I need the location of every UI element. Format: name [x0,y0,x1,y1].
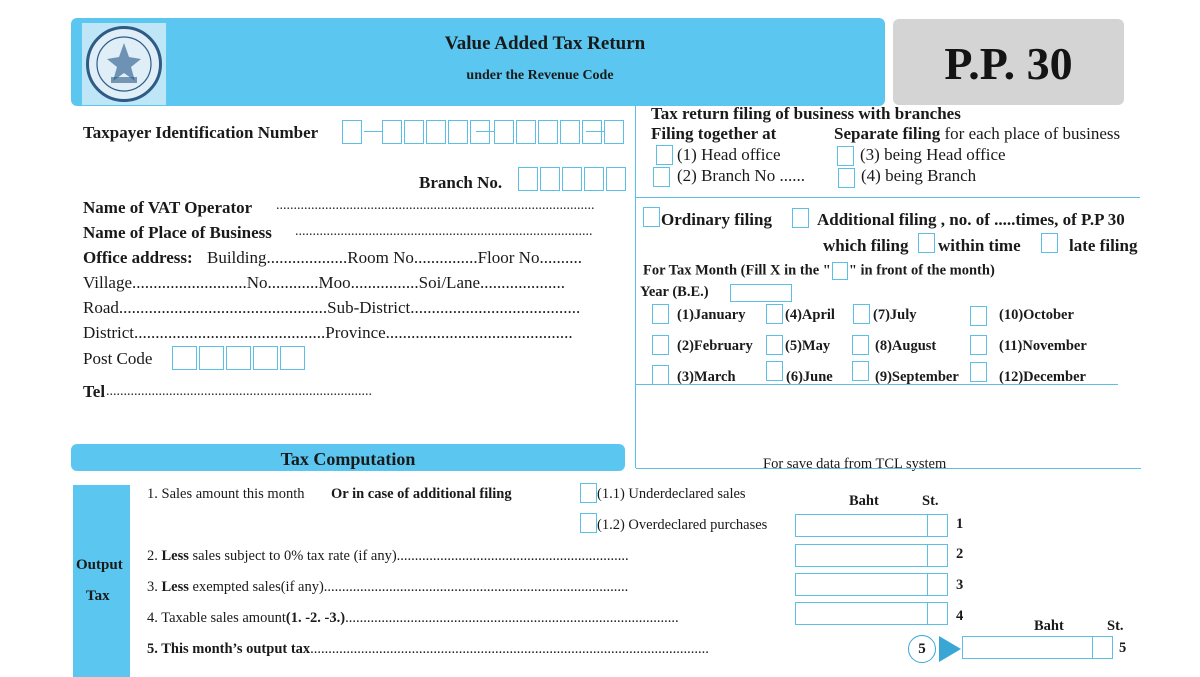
month-9-label: (9)September [875,369,959,385]
office-label: Office address: [83,248,193,267]
row1-number: 1 [956,516,964,532]
row1-label: 1. Sales amount this month [147,486,305,502]
operator-field[interactable]: ........................................................................................... [276,198,595,213]
additional-filing-checkbox[interactable] [792,208,809,228]
month-9-checkbox[interactable] [852,361,869,381]
being-branch-label: (4) being Branch [861,166,977,185]
month-5-label: (5)May [785,338,831,354]
row1-baht-input[interactable] [795,514,928,537]
row4-baht-input[interactable] [795,602,928,625]
late-filing-label: late filing [1069,236,1138,255]
row1-additional-label: Or in case of additional filing [331,486,512,502]
row3-st-input[interactable] [927,573,948,596]
st-header: St. [922,493,939,509]
month-11-label: (11)November [999,338,1087,354]
branches-title: Tax return filing of business with branches [651,104,961,123]
row5-number: 5 [1119,640,1127,656]
head-office-checkbox[interactable] [656,145,673,165]
baht-header-2: Baht [1034,618,1064,634]
month-1-label: (1)January [677,307,746,323]
month-12-label: (12)December [999,369,1086,385]
office-building-field[interactable]: Building...................Room No...............Floor No.......... [207,248,582,267]
branch-label: Branch No. [419,173,503,192]
st-header-2: St. [1107,618,1124,634]
row2-st-input[interactable] [927,544,948,567]
row3-baht-input[interactable] [795,573,928,596]
within-time-checkbox[interactable] [918,233,935,253]
month-11-checkbox[interactable] [970,335,987,355]
tel-label: Tel [83,382,106,401]
tax-label: Tax [86,588,110,604]
row5-st-input[interactable] [1092,636,1113,659]
month-10-label: (10)October [999,307,1074,323]
which-filing-label: which filing [823,236,909,255]
tel-field[interactable]: ............................................................................ [106,384,372,399]
tax-computation-title: Tax Computation [71,444,625,471]
additional-filing-label: Additional filing , no. of .....times, of P.P 30 [817,210,1125,229]
year-input[interactable] [730,284,792,302]
right-bottom-line [636,468,1141,469]
row4-label: 4. Taxable sales amount(1. -2. -3.)............................................................................................ [147,610,679,626]
branch-checkbox[interactable] [653,167,670,187]
row2-label: 2. Less sales subject to 0% tax rate (if any)................................................................ [147,548,629,564]
form-code: P.P. 30 [893,19,1124,105]
underdeclared-checkbox[interactable] [580,483,597,503]
month-10-checkbox[interactable] [970,306,987,326]
ordinary-filing-label: Ordinary filing [661,210,772,229]
month-1-checkbox[interactable] [652,304,669,324]
month-7-label: (7)July [873,307,917,323]
row3-label: 3. Less exempted sales(if any).................................................................................... [147,579,629,595]
filing-together-label: Filing together at [651,124,777,143]
months-divider [636,384,1118,385]
row5-baht-input[interactable] [962,636,1093,659]
head-office-label: (1) Head office [677,145,781,164]
branch-input[interactable] [518,167,628,191]
road-field[interactable]: Road.................................................Sub-District........................................ [83,298,581,317]
operator-label: Name of VAT Operator [83,198,253,217]
row3-number: 3 [956,577,964,593]
form-title: Value Added Tax Return [444,33,646,54]
month-6-label: (6)June [786,369,833,385]
row4-st-input[interactable] [927,602,948,625]
branch-no-label: (2) Branch No ...... [677,166,805,185]
being-head-office-label: (3) being Head office [860,145,1006,164]
month-4-checkbox[interactable] [766,304,783,324]
row5-circle-number: 5 [908,635,936,663]
header-banner [71,18,885,106]
overdeclared-label: (1.2) Overdeclared purchases [597,517,768,533]
month-3-label: (3)March [677,369,736,385]
month-2-label: (2)February [677,338,753,354]
output-label: Output [76,557,123,573]
month-2-checkbox[interactable] [652,335,669,355]
month-5-checkbox[interactable] [766,335,783,355]
underdeclared-label: (1.1) Underdeclared sales [597,486,746,502]
postcode-input[interactable] [172,346,307,370]
late-filing-checkbox[interactable] [1041,233,1058,253]
month-6-checkbox[interactable] [766,361,783,381]
month-12-checkbox[interactable] [970,362,987,382]
revenue-department-logo [82,23,166,105]
being-branch-checkbox[interactable] [838,168,855,188]
month-7-checkbox[interactable] [853,304,870,324]
village-field[interactable]: Village...........................No............Moo................Soi/Lane.................... [83,273,566,292]
postcode-label: Post Code [83,349,153,368]
output-tax-sidebar [73,485,130,677]
row2-baht-input[interactable] [795,544,928,567]
baht-header: Baht [849,493,879,509]
month-3-checkbox[interactable] [652,365,669,385]
place-label: Name of Place of Business [83,223,272,242]
tax-month-instruction: For Tax Month (Fill X in the " " in front of the month) [643,262,995,279]
month-8-checkbox[interactable] [852,335,869,355]
row5-label: 5. This month’s output tax.............................................................................................................. [147,641,709,657]
within-time-label: within time [938,236,1021,255]
tcl-note: For save data from TCL system [763,456,947,472]
month-4-label: (4)April [785,307,835,323]
district-field[interactable]: District.............................................Province............................................ [83,323,573,342]
row1-st-input[interactable] [927,514,948,537]
tin-label: Taxpayer Identification Number [83,123,319,142]
branches-divider [636,197,1140,198]
row2-number: 2 [956,546,964,562]
column-divider [635,106,636,468]
place-field[interactable]: ..................................................................................... [295,224,593,239]
ordinary-filing-checkbox[interactable] [643,207,660,227]
month-8-label: (8)August [875,338,937,354]
seal-icon [86,26,162,102]
row4-number: 4 [956,608,964,624]
arrow-right-icon [939,636,961,662]
separate-filing-label: Separate filing for each place of business [834,124,1121,143]
form-subtitle: under the Revenue Code [466,68,614,83]
being-head-office-checkbox[interactable] [837,146,854,166]
year-label: Year (B.E.) [640,284,709,300]
overdeclared-checkbox[interactable] [580,513,597,533]
